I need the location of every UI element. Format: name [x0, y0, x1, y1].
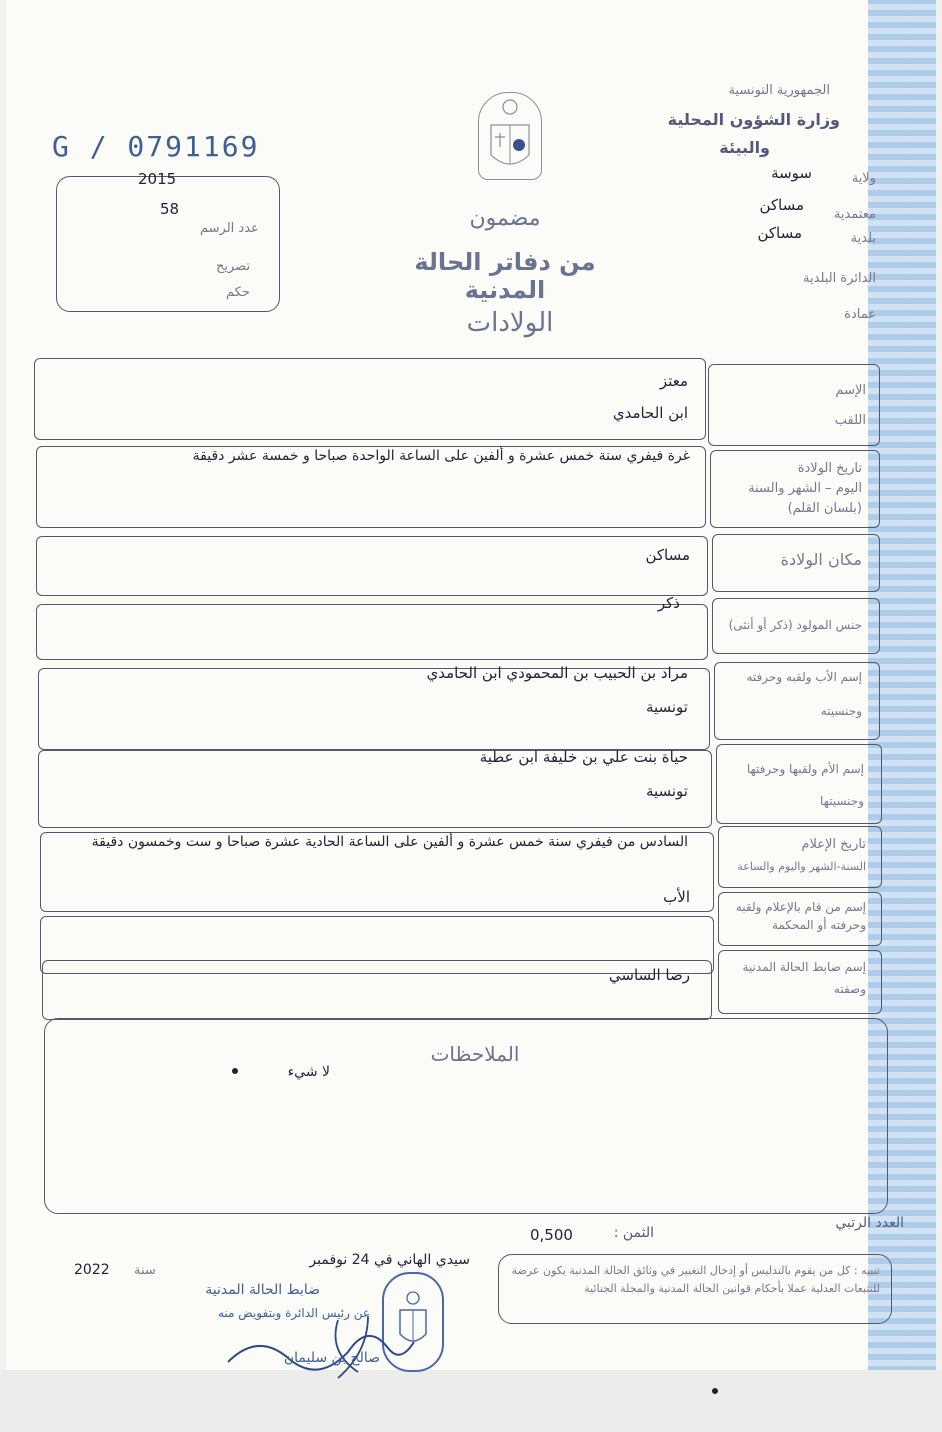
ministry-line-1: وزارة الشؤون المحلية — [667, 110, 840, 129]
ministry-line-2: والبيئة — [719, 138, 770, 157]
remarks-value: لا شيء — [287, 1064, 330, 1080]
legal-notice: تنبيه : كل من يقوم بالتدليس أو إدخال التغيير في وثائق الحالة المدنية يكون عرضة للتتبعات العدلية عملا بأحكام قوانين الحالة المدنية والمجلة الجنائية — [511, 1264, 880, 1295]
field-label-sex: جنس المولود (ذكر أو أنثى) — [728, 618, 862, 632]
field-value-name: معتز — [659, 372, 688, 390]
declaration-label: تصريح — [216, 259, 251, 274]
municipality-value: مساكن — [757, 224, 802, 242]
municipality-label: بلدية — [850, 231, 876, 246]
handwritten-signature — [218, 1312, 418, 1382]
governorate-label: ولاية — [851, 171, 876, 186]
title-line-3: الولادات — [466, 308, 554, 338]
serial-label: العدد الرتبي — [835, 1215, 904, 1231]
district-label: الدائرة البلدية — [803, 271, 876, 286]
governorate-value: سوسة — [771, 164, 812, 182]
place-date: سيدي الهاني في 24 نوفمبر — [309, 1252, 470, 1268]
field-value-mother: حياة بنت علي بن خليفة ابن عطية — [479, 748, 688, 766]
field-label-box-mother — [716, 744, 882, 824]
register-number: 58 — [160, 200, 180, 218]
field-label-declaration-date-sub: السنة-الشهر واليوم والساعة — [737, 860, 866, 873]
field-label-officer: إسم ضابط الحالة المدنية — [742, 960, 866, 974]
field-value-mother-nationality: تونسية — [645, 782, 688, 800]
republic-text: الجمهورية التونسية — [728, 83, 830, 98]
field-label-mother-nationality: وجنسيتها — [820, 794, 864, 808]
signature-name: صالح بن سليمان — [283, 1350, 380, 1366]
coat-of-arms-icon — [478, 92, 542, 180]
officer-delegation: عن رئيس الدائرة وبتفويض منه — [217, 1306, 370, 1320]
field-value-declarant: الأب — [663, 888, 690, 906]
field-label-declaration-date: تاريخ الإعلام — [801, 837, 866, 852]
field-value-sex: ذكر — [657, 594, 680, 612]
delegation-value: مساكن — [759, 196, 804, 214]
remarks-title: الملاحظات — [430, 1042, 520, 1066]
serial-number: G / 0791169 — [52, 130, 260, 163]
year-label: سنة — [134, 1263, 156, 1278]
title-line-2: من دفاتر الحالة المدنية — [414, 248, 596, 304]
field-label-mother: إسم الأم ولقبها وحرفتها — [746, 762, 864, 776]
field-label-birth-date: تاريخ الولادة — [797, 461, 862, 476]
field-value-birth-date: غرة فيفري سنة خمس عشرة و ألفين على الساعة الواحدة صباحا و خمسة عشر دقيقة — [192, 448, 690, 464]
field-value-box-name — [34, 358, 706, 440]
register-year: 2015 — [138, 170, 177, 188]
field-value-box-sex — [36, 604, 708, 660]
field-label-declarant: إسم من قام بالإعلام ولقبه — [735, 900, 866, 914]
ink-dot — [232, 1068, 238, 1074]
year-value: 2022 — [74, 1262, 110, 1278]
price-label: الثمن : — [613, 1225, 654, 1241]
field-value-father: مراد بن الحبيب بن المحمودي ابن الحامدي — [426, 664, 688, 682]
field-label-father-nationality: وجنسيته — [820, 704, 862, 718]
field-label-surname: اللقب — [834, 413, 866, 428]
field-label-birth-date-sub: اليوم – الشهر والسنة — [748, 481, 862, 496]
title-line-1: مضمون — [469, 206, 541, 231]
delegation-label: معتمدية — [833, 207, 876, 222]
field-label-father: إسم الأب ولقبه وحرفته — [746, 670, 862, 684]
field-value-officer: رضا الساسي — [608, 966, 690, 984]
price-value: 0,500 — [530, 1226, 573, 1244]
field-value-box-birth-place — [36, 536, 708, 596]
field-label-birth-date-note: (بلسان القلم) — [787, 501, 862, 516]
field-label-officer-sub: وصفته — [833, 982, 866, 996]
field-label-birth-place: مكان الولادة — [780, 550, 862, 569]
field-label-declarant-sub: وحرفته أو المحكمة — [771, 918, 866, 932]
officer-title: ضابط الحالة المدنية — [205, 1282, 320, 1298]
register-number-label: عدد الرسم — [200, 221, 259, 236]
field-value-declaration-date: السادس من فيفري سنة خمس عشرة و ألفين على الساعة الحادية عشرة صباحا و ست وخمسون دقيقة — [91, 834, 688, 850]
judgment-label: حكم — [226, 285, 250, 300]
background-surface — [0, 1370, 942, 1432]
field-value-father-nationality: تونسية — [645, 698, 688, 716]
field-label-name: الإسم — [835, 383, 866, 398]
field-value-surname: ابن الحامدي — [612, 404, 688, 422]
ink-dot — [712, 1388, 718, 1394]
field-label-box-name — [708, 364, 880, 446]
field-value-birth-place: مساكن — [645, 546, 690, 564]
omda-label: عمادة — [844, 307, 876, 322]
